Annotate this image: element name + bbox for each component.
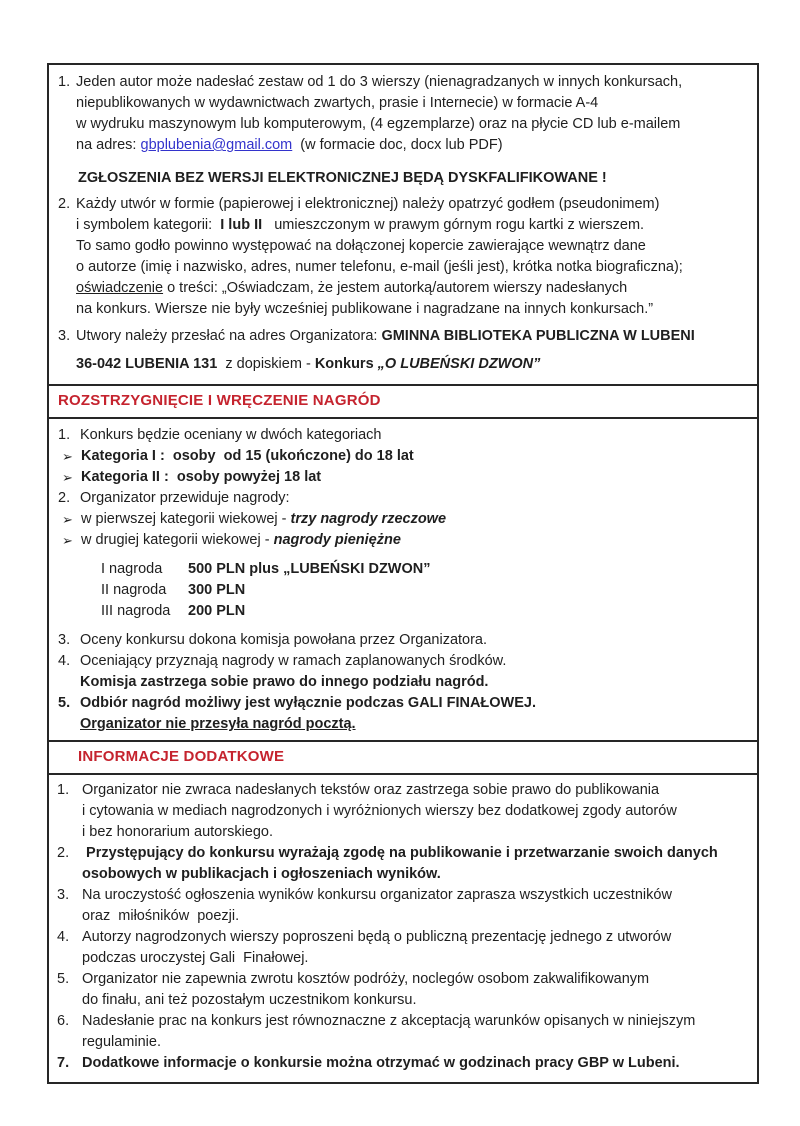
text-line bbox=[76, 93, 751, 114]
text-run: To samo godło powinno występować na dołączonej kopercie zawierające wewnątrz dane bbox=[76, 238, 646, 254]
text-run: Konkurs bbox=[314, 356, 378, 372]
text-run: niepublikowanych w wydawnictwach zwartych, prasie i Internecie) w formacie A-4 bbox=[76, 95, 599, 111]
text-line bbox=[76, 72, 751, 93]
submission-rules-section bbox=[49, 65, 757, 384]
item-number: 5. bbox=[58, 695, 79, 711]
text-run: Organizator nie zwraca nadesłanych tekstów oraz zastrzega sobie prawo do publikowania bbox=[82, 782, 660, 798]
prize-label: I nagroda bbox=[101, 561, 163, 577]
text-line bbox=[82, 969, 751, 990]
email-link[interactable]: gbplubenia@gmail.com bbox=[140, 137, 293, 153]
item-number: 3. bbox=[58, 328, 75, 344]
text-run: Przystępujący do konkursu wyrażają zgodę na publikowanie i przetwarzanie swoich danych bbox=[82, 845, 718, 861]
list-item bbox=[57, 780, 751, 843]
item-number: 4. bbox=[57, 929, 78, 945]
text-run: i cytowania w mediach nagrodzonych i wyróżnionych wierszy bez dodatkowej zgody autorów bbox=[82, 803, 677, 819]
text-run: umieszczonym w prawym górnym rogu kartki z wierszem. bbox=[262, 217, 645, 233]
text-run: podczas uroczystej Gali Finałowej. bbox=[82, 950, 309, 966]
text-run: 200 PLN bbox=[188, 603, 246, 619]
paragraph-text bbox=[76, 326, 751, 375]
bullet-item bbox=[62, 446, 751, 467]
list-item bbox=[58, 425, 751, 446]
text-run: i bez honorarium autorskiego. bbox=[82, 824, 274, 840]
text-line bbox=[81, 446, 751, 467]
text-line bbox=[82, 801, 751, 822]
text-line bbox=[80, 693, 751, 714]
item-number: 3. bbox=[57, 887, 78, 903]
paragraph-text bbox=[81, 467, 751, 488]
bullet-item bbox=[62, 530, 751, 551]
text-run: Organizator przewiduje nagrody: bbox=[80, 490, 290, 506]
text-run: i symbolem kategorii: bbox=[76, 217, 221, 233]
text-line bbox=[80, 651, 751, 672]
text-line bbox=[101, 580, 751, 601]
list-item bbox=[58, 651, 751, 693]
list-item bbox=[57, 1011, 751, 1053]
list-item bbox=[58, 72, 751, 156]
regulations-document bbox=[47, 63, 759, 1084]
item-number: 1. bbox=[58, 427, 79, 443]
item-number: 7. bbox=[57, 1055, 78, 1071]
paragraph-text bbox=[82, 780, 751, 843]
text-run: 36-042 LUBENIA 131 bbox=[76, 356, 218, 372]
text-run: „O LUBEŃSKI DZWON” bbox=[377, 356, 541, 372]
arrow-bullet-icon: ➢ bbox=[62, 512, 77, 527]
text-line bbox=[80, 714, 751, 735]
paragraph-text bbox=[80, 651, 751, 693]
prize-list bbox=[101, 559, 751, 622]
text-line bbox=[82, 1053, 751, 1074]
paragraph-text bbox=[80, 425, 751, 446]
text-line bbox=[101, 559, 751, 580]
paragraph-text bbox=[76, 194, 751, 320]
arrow-bullet-icon: ➢ bbox=[62, 449, 77, 464]
section-header-awards-label: ROZSTRZYGNIĘCIE I WRĘCZENIE NAGRÓD bbox=[58, 392, 381, 409]
text-run: w pierwszej kategorii wiekowej - bbox=[81, 511, 291, 527]
paragraph-text bbox=[80, 630, 751, 651]
text-line bbox=[80, 672, 751, 693]
paragraph-text bbox=[78, 168, 751, 189]
text-run: w wydruku maszynowym lub komputerowym, (4 egzemplarze) oraz na płycie CD lub e-mailem bbox=[76, 116, 681, 132]
text-run: Organizator nie przesyła nagród pocztą. bbox=[80, 716, 356, 732]
text-line bbox=[82, 906, 751, 927]
paragraph-text bbox=[82, 969, 751, 1011]
paragraph-text bbox=[82, 1011, 751, 1053]
text-run: Nadesłanie prac na konkurs jest równoznaczne z akceptacją warunków opisanych w niniejszym bbox=[82, 1013, 696, 1029]
text-run: Kategoria II : osoby powyżej 18 lat bbox=[81, 469, 322, 485]
paragraph-text bbox=[82, 927, 751, 969]
text-line bbox=[82, 927, 751, 948]
text-line bbox=[82, 990, 751, 1011]
text-line bbox=[81, 467, 751, 488]
section-header-additional-info bbox=[49, 740, 757, 775]
text-run: I lub II bbox=[220, 217, 263, 233]
item-number: 2. bbox=[58, 196, 75, 212]
paragraph-text bbox=[81, 509, 751, 530]
text-line bbox=[76, 299, 751, 320]
text-run: GMINNA BIBLIOTEKA PUBLICZNA W LUBENI bbox=[381, 328, 695, 344]
text-line bbox=[80, 488, 751, 509]
paragraph-text bbox=[81, 530, 751, 551]
text-run: osobowych w publikacjach i ogłoszeniach wyników. bbox=[82, 866, 441, 882]
text-run: 500 PLN plus „LUBEŃSKI DZWON” bbox=[188, 561, 431, 577]
text-run: 300 PLN bbox=[188, 582, 246, 598]
text-line bbox=[82, 885, 751, 906]
text-line bbox=[80, 425, 751, 446]
item-number: 2. bbox=[58, 490, 79, 506]
paragraph-text bbox=[82, 885, 751, 927]
text-line bbox=[76, 215, 751, 236]
item-number: 3. bbox=[58, 632, 79, 648]
text-line bbox=[82, 843, 751, 864]
text-run: oraz miłośników poezji. bbox=[82, 908, 240, 924]
text-line bbox=[82, 780, 751, 801]
text-line bbox=[76, 354, 751, 375]
item-number: 6. bbox=[57, 1013, 78, 1029]
item-number: 1. bbox=[58, 74, 75, 90]
text-run: do finału, ani też pozostałym uczestnikom konkursu. bbox=[82, 992, 417, 1008]
text-run: (w formacie doc, docx lub PDF) bbox=[292, 137, 503, 153]
text-run: w drugiej kategorii wiekowej - bbox=[81, 532, 274, 548]
item-number: 2. bbox=[57, 845, 78, 861]
text-line bbox=[81, 509, 751, 530]
paragraph bbox=[78, 168, 751, 189]
text-run: Konkurs będzie oceniany w dwóch kategoriach bbox=[80, 427, 382, 443]
list-item bbox=[58, 194, 751, 320]
text-run: Na uroczystość ogłoszenia wyników konkursu organizator zaprasza wszystkich uczestników bbox=[82, 887, 672, 903]
list-item bbox=[57, 843, 751, 885]
item-number: 4. bbox=[58, 653, 79, 669]
text-run: Jeden autor może nadesłać zestaw od 1 do 3 wierszy (nienagradzanych w innych konkursach, bbox=[76, 74, 683, 90]
text-line bbox=[82, 1011, 751, 1032]
section-header-awards bbox=[49, 384, 757, 419]
paragraph-text bbox=[81, 446, 751, 467]
text-line bbox=[82, 1032, 751, 1053]
text-run: nagrody pieniężne bbox=[273, 532, 401, 548]
text-run: Oceny konkursu dokona komisja powołana przez Organizatora. bbox=[80, 632, 488, 648]
text-run: Kategoria I : osoby od 15 (ukończone) do 18 lat bbox=[81, 448, 414, 464]
text-run: z dopiskiem - bbox=[217, 356, 315, 372]
text-line bbox=[76, 236, 751, 257]
text-run: Dodatkowe informacje o konkursie można otrzymać w godzinach pracy GBP w Lubeni. bbox=[82, 1055, 680, 1071]
text-line bbox=[76, 135, 751, 156]
paragraph-text bbox=[80, 693, 751, 735]
text-run: ZGŁOSZENIA BEZ WERSJI ELEKTRONICZNEJ BĘDĄ DYSKFALIFIKOWANE ! bbox=[78, 170, 607, 186]
prize-label: III nagroda bbox=[101, 603, 171, 619]
arrow-bullet-icon: ➢ bbox=[62, 470, 77, 485]
item-number: 5. bbox=[57, 971, 78, 987]
text-line bbox=[82, 864, 751, 885]
paragraph-text bbox=[76, 72, 751, 156]
paragraph-text bbox=[82, 843, 751, 885]
list-item bbox=[58, 630, 751, 651]
text-run: Każdy utwór w formie (papierowej i elektronicznej) należy opatrzyć godłem (pseudonimem) bbox=[76, 196, 660, 212]
text-line bbox=[78, 168, 751, 189]
text-run: Odbiór nagród możliwy jest wyłącznie podczas GALI FINAŁOWEJ. bbox=[80, 695, 537, 711]
text-line bbox=[76, 278, 751, 299]
prize-label: II nagroda bbox=[101, 582, 167, 598]
bullet-item bbox=[62, 467, 751, 488]
text-run: Oceniający przyznają nagrody w ramach zaplanowanych środków. bbox=[80, 653, 507, 669]
paragraph-text bbox=[82, 1053, 751, 1074]
text-line bbox=[76, 257, 751, 278]
text-run: oświadczenie bbox=[76, 280, 164, 296]
text-run: Autorzy nagrodzonych wierszy poproszeni będą o publiczną prezentację jednego z utworów bbox=[82, 929, 672, 945]
text-line bbox=[76, 114, 751, 135]
text-run: na konkurs. Wiersze nie były wcześniej publikowane i nagradzane na innych konkursach.” bbox=[76, 301, 654, 317]
list-item bbox=[57, 927, 751, 969]
list-item bbox=[58, 326, 751, 375]
text-run: na adres: bbox=[76, 137, 141, 153]
text-line bbox=[81, 530, 751, 551]
arrow-bullet-icon: ➢ bbox=[62, 533, 77, 548]
list-item bbox=[57, 969, 751, 1011]
paragraph-text bbox=[101, 559, 751, 622]
paragraph-text bbox=[80, 488, 751, 509]
section-header-additional-info-label: INFORMACJE DODATKOWE bbox=[78, 748, 285, 765]
text-run: trzy nagrody rzeczowe bbox=[290, 511, 447, 527]
text-line bbox=[82, 822, 751, 843]
list-item bbox=[57, 1053, 751, 1074]
awards-rules-section bbox=[49, 419, 757, 740]
text-line bbox=[80, 630, 751, 651]
text-run: Utwory należy przesłać na adres Organizatora: bbox=[76, 328, 382, 344]
text-line bbox=[76, 194, 751, 215]
list-item bbox=[58, 488, 751, 509]
text-line bbox=[82, 948, 751, 969]
bullet-item bbox=[62, 509, 751, 530]
text-run: regulaminie. bbox=[82, 1034, 161, 1050]
text-run: o treści: „Oświadczam, że jestem autorką/autorem wierszy nadesłanych bbox=[163, 280, 628, 296]
text-run: Organizator nie zapewnia zwrotu kosztów podróży, noclegów osobom zakwalifikowanym bbox=[82, 971, 650, 987]
text-line bbox=[101, 601, 751, 622]
text-run: Komisja zastrzega sobie prawo do innego podziału nagród. bbox=[80, 674, 489, 690]
list-item bbox=[58, 693, 751, 735]
list-item bbox=[57, 885, 751, 927]
text-run: o autorze (imię i nazwisko, adres, numer telefonu, e-mail (jeśli jest), krótka notka biograficzna); bbox=[76, 259, 683, 275]
item-number: 1. bbox=[57, 782, 78, 798]
additional-info-section bbox=[49, 775, 757, 1082]
text-line bbox=[76, 326, 751, 347]
